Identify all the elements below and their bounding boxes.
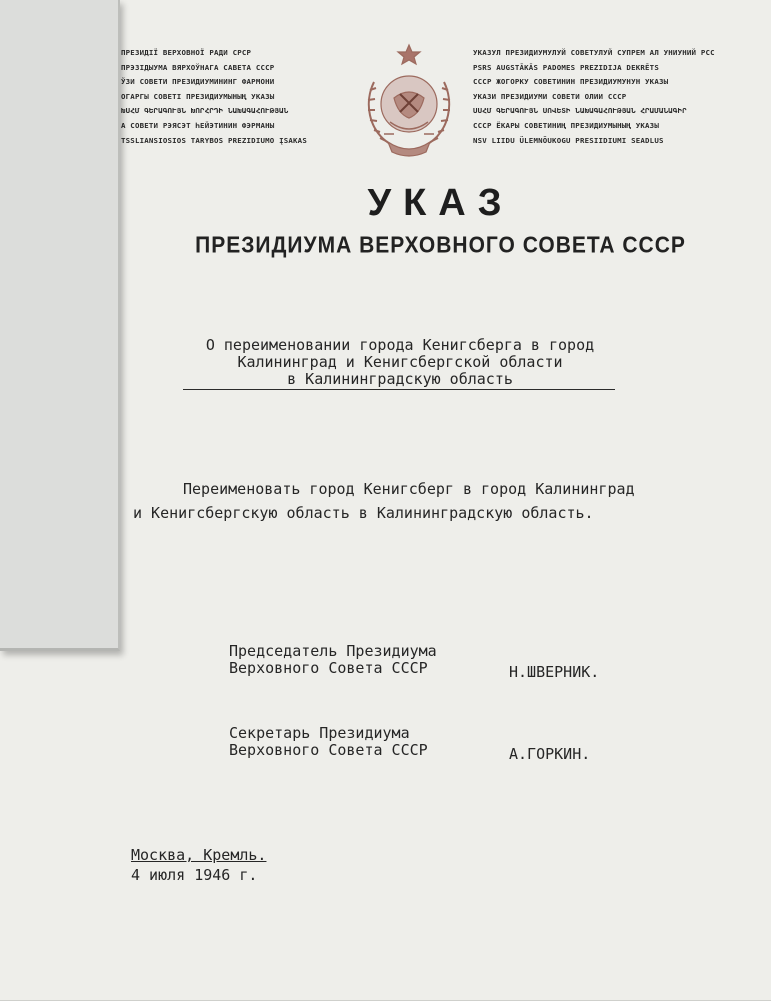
body-line: Переименовать город Кенигсберг в город Калининград [183,480,635,498]
secretary-name: А.ГОРКИН. [509,745,591,763]
secretary-title [229,725,428,759]
signature-title-line: Верховного Совета СССР [229,659,428,677]
document-title: УКАЗ [367,182,514,224]
place-city: Москва, Кремль. [131,846,267,864]
chairman-title [229,643,437,677]
masthead-line: ЎЗИ СОВЕТИ ПРЕЗИДИУМИНИНГ ФАРМОНИ [121,77,275,87]
ussr-coat-of-arms-icon [354,42,464,160]
masthead-line: TSSLIANSIOSIOS TARYBOS PREZIDIUMO ĮSAKAS [121,135,307,145]
place-and-date [131,845,266,885]
masthead-line: ПРЕЗИДІЇ ВЕРХОВНОЇ РАДИ СРСР [121,48,252,57]
masthead-line: ОГАРГЫ СОВЕТІ ПРЕЗИДИУМЫНЫҢ УКАЗЫ [121,91,275,101]
document-date: 4 июля 1946 г. [131,866,258,884]
body-line: и Кенигсбергскую область в Калининградскую область. [133,504,594,522]
document-issuer: ПРЕЗИДИУМА ВЕРХОВНОГО СОВЕТА СССР [195,233,686,258]
decree-subject [180,337,620,388]
subject-line: О переименовании города Кенигсберга в город [205,336,595,354]
masthead [118,42,771,162]
masthead-languages-left [121,46,346,148]
masthead-line: СССР ЁКАРЫ СОВЕТИНИҢ ПРЕЗИДИУМЫНЫҢ УКАЗЫ [473,120,659,130]
masthead-line: УКАЗУЛ ПРЕЗИДИУМУЛУЙ СОВЕТУЛУЙ СУПРЕМ АЛ УНИУНИЙ РСС [473,48,715,57]
masthead-line: А СОВЕТИ РЭЯСЭТ ҺЕЙЭТИНИН ФЭРМАНЫ [121,120,275,130]
masthead-line: NSV LIIDU ÜLEMNÕUKOGU PRESIIDIUMI SEADLUS [473,135,664,145]
masthead-line: СССР ЖОГОРКУ СОВЕТИНИН ПРЕЗИДИУМУНУН УКАЗЫ [473,77,669,87]
subject-underline [183,389,615,390]
masthead-line: ՍՍՀՄ ԳԵՐԱԳՈՒՅՆ ՍՈՎԵՏԻ ՆԱԽԱԳԱՀՈՒԹՅԱՆ ՀՐԱՄԱՆԱԳԻՐ [473,106,687,116]
signature-title-line: Верховного Совета СССР [229,741,428,759]
chairman-name: Н.ШВЕРНИК. [509,663,600,681]
masthead-line: ԽՍՀՄ ԳԵՐԱԳՈՒՅՆ ԽՈՐՀՐԴԻ ՆԱԽԱԳԱՀՈՒԹՅԱՆ [121,106,289,116]
signature-title-line: Председатель Президиума [229,642,437,660]
masthead-languages-right [473,46,771,148]
masthead-line: PSRS AUGSTĀKĀS PADOMES PREZIDIJA DEKRĒTS [473,62,659,72]
decree-body [133,477,703,525]
subject-line: Калининград и Кенигсбергской области [237,353,563,371]
faint-stamp-mark [691,941,769,1001]
signature-title-line: Секретарь Президиума [229,724,410,742]
faint-stamp-mark [8,551,73,599]
masthead-line: ПРЭЗІДЫУМА ВЯРХОЎНАГА САВЕТА СССР [121,62,275,72]
masthead-line: УКАЗИ ПРЕЗИДИУМИ СОВЕТИ ОЛИИ СССР [473,91,627,101]
subject-line: в Калининградскую область [287,370,513,388]
underlying-sheet [0,0,120,651]
